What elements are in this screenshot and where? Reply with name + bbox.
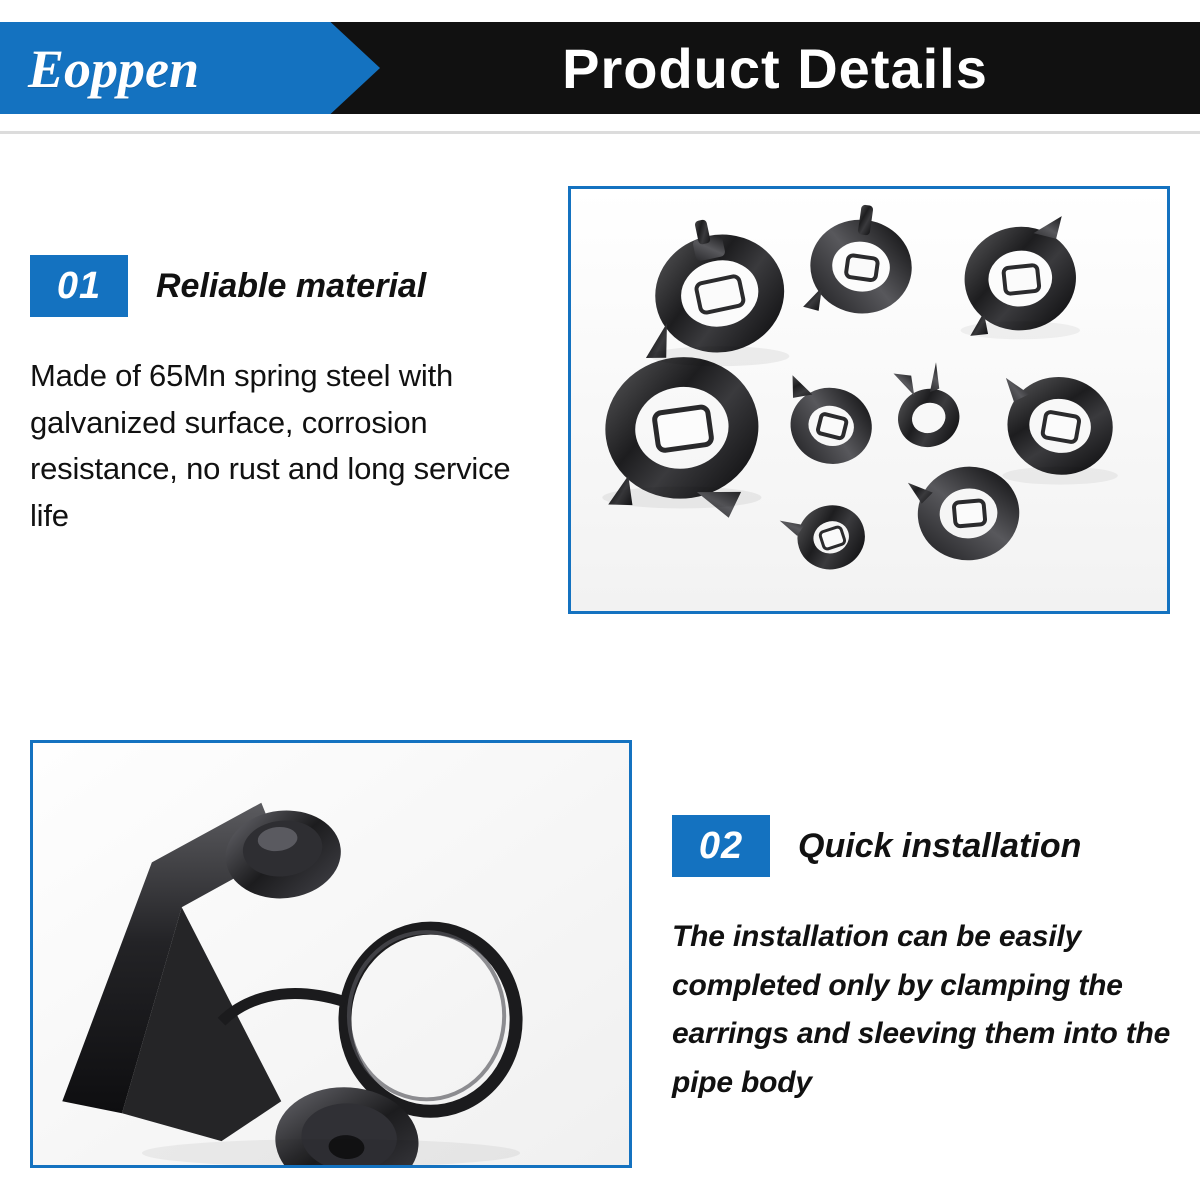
section-02 — [672, 815, 1172, 1107]
section-02-title: Quick installation — [798, 826, 1082, 865]
photo-clamp-on-pipe-inner — [33, 743, 629, 1165]
section-02-number: 02 — [672, 815, 770, 877]
installation-illustration — [33, 743, 629, 1165]
section-01 — [30, 255, 530, 539]
page-title: Product Details — [562, 36, 988, 100]
page-header — [0, 0, 1200, 130]
section-01-body: Made of 65Mn spring steel with galvanized surface, corrosion resistance, no rust and long service life — [30, 358, 511, 533]
section-02-heading-row — [672, 815, 1172, 877]
header-divider — [0, 131, 1200, 134]
section-02-body: The installation can be easily completed only by clamping the earrings and sleeving them into the pipe body — [672, 920, 1171, 1099]
brand-logo: Eoppen — [28, 39, 200, 99]
section-01-heading-row — [30, 255, 530, 317]
photo-clamp-on-pipe — [30, 740, 632, 1168]
photo-spring-hose-clamps-inner — [571, 189, 1167, 611]
clamps-illustration — [571, 189, 1167, 611]
photo-spring-hose-clamps — [568, 186, 1170, 614]
section-01-title: Reliable material — [156, 266, 427, 305]
section-01-number: 01 — [30, 255, 128, 317]
